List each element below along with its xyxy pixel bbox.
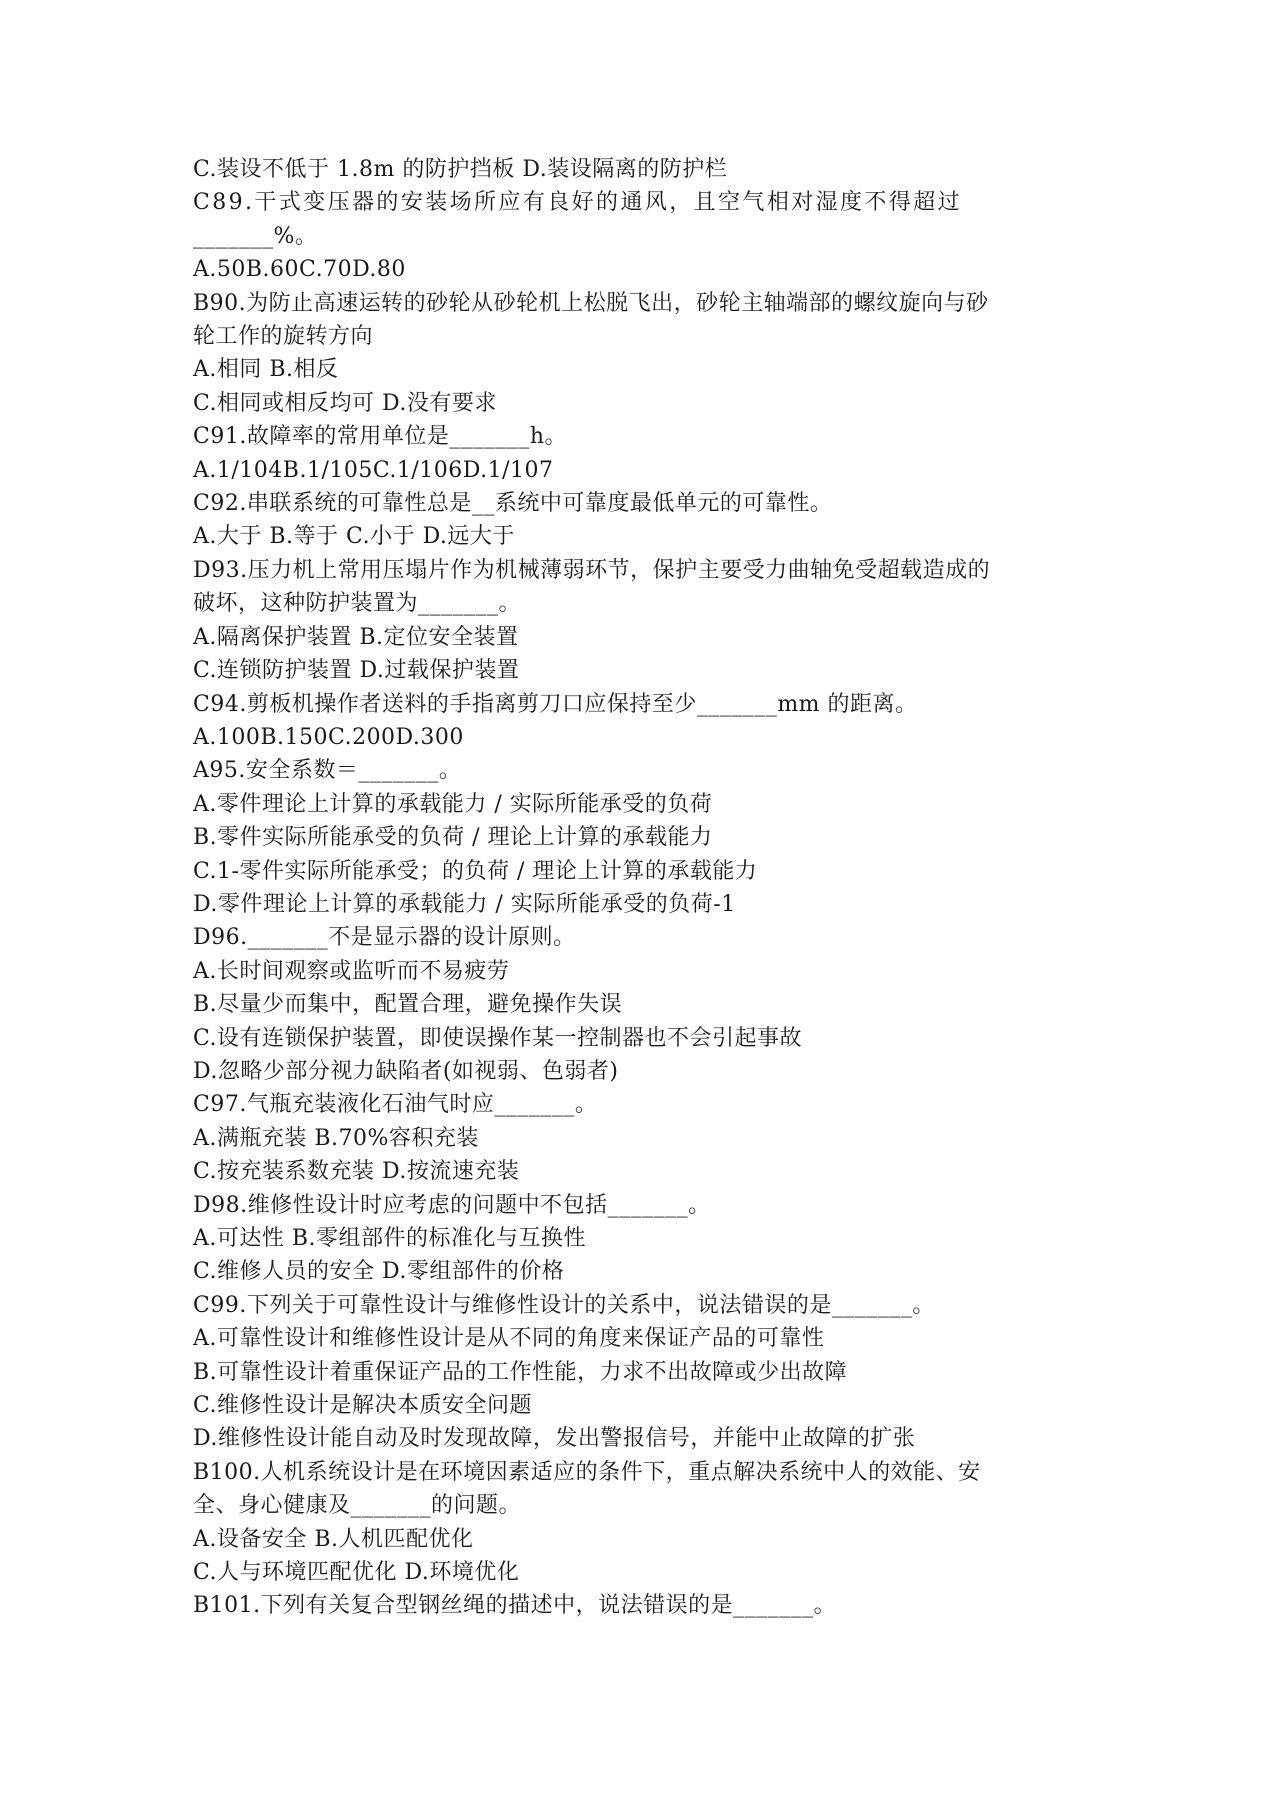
text-line: C92.串联系统的可靠性总是__系统中可靠度最低单元的可靠性。 bbox=[193, 491, 833, 517]
text-line: C.维修性设计是解决本质安全问题 bbox=[193, 1393, 533, 1419]
text-line: A.满瓶充装 B.70%容积充装 bbox=[193, 1125, 479, 1151]
text-line: D98.维修性设计时应考虑的问题中不包括_______。 bbox=[193, 1192, 711, 1218]
text-line: C.按充装系数充装 D.按流速充装 bbox=[193, 1159, 520, 1185]
text-line: C.维修人员的安全 D.零组部件的价格 bbox=[193, 1259, 565, 1285]
text-line: B.尽量少而集中，配置合理，避免操作失误 bbox=[193, 992, 623, 1018]
text-line: 轮工作的旋转方向 bbox=[193, 324, 374, 350]
text-line: D.零件理论上计算的承载能力 / 实际所能承受的负荷-1 bbox=[193, 891, 736, 917]
text-line: B.可靠性设计着重保证产品的工作性能，力求不出故障或少出故障 bbox=[193, 1359, 848, 1385]
text-line: C89.干式变压器的安装场所应有良好的通风，且空气相对湿度不得超过 bbox=[193, 190, 963, 216]
text-line: D93.压力机上常用压塌片作为机械薄弱环节，保护主要受力曲轴免受超载造成的 bbox=[193, 557, 991, 583]
text-line: B90.为防止高速运转的砂轮从砂轮机上松脱飞出，砂轮主轴端部的螺纹旋向与砂 bbox=[193, 290, 989, 316]
text-line: B101.下列有关复合型钢丝绳的描述中，说法错误的是_______。 bbox=[193, 1593, 837, 1619]
text-line: C94.剪板机操作者送料的手指离剪刀口应保持至少_______mm 的距离。 bbox=[193, 691, 918, 717]
text-line: C.人与环境匹配优化 D.环境优化 bbox=[193, 1560, 520, 1586]
text-line: A.50B.60C.70D.80 bbox=[193, 257, 406, 283]
text-line: B.零件实际所能承受的负荷 / 理论上计算的承载能力 bbox=[193, 825, 713, 851]
text-line: A.1/104B.1/105C.1/106D.1/107 bbox=[193, 457, 554, 483]
document-body bbox=[193, 153, 1093, 1623]
text-line: A.零件理论上计算的承载能力 / 实际所能承受的负荷 bbox=[193, 791, 713, 817]
text-line: A.100B.150C.200D.300 bbox=[193, 724, 464, 750]
text-line: C97.气瓶充装液化石油气时应_______。 bbox=[193, 1092, 598, 1118]
text-line: A.可靠性设计和维修性设计是从不同的角度来保证产品的可靠性 bbox=[193, 1326, 825, 1352]
text-line: A.隔离保护装置 B.定位安全装置 bbox=[193, 624, 519, 650]
text-line: A.相同 B.相反 bbox=[193, 357, 339, 383]
text-line: D.忽略少部分视力缺陷者(如视弱、色弱者) bbox=[193, 1058, 619, 1084]
text-line: C.1-零件实际所能承受；的负荷 / 理论上计算的承载能力 bbox=[193, 858, 758, 884]
text-line: A.长时间观察或监听而不易疲劳 bbox=[193, 958, 510, 984]
text-line: C99.下列关于可靠性设计与维修性设计的关系中，说法错误的是_______。 bbox=[193, 1292, 935, 1318]
text-line: B100.人机系统设计是在环境因素适应的条件下，重点解决系统中人的效能、安 bbox=[193, 1459, 981, 1485]
text-line: A.大于 B.等于 C.小于 D.远大于 bbox=[193, 524, 515, 550]
text-line: A.设备安全 B.人机匹配优化 bbox=[193, 1526, 474, 1552]
text-line: _______%。 bbox=[193, 223, 318, 249]
text-line: D96._______不是显示器的设计原则。 bbox=[193, 925, 576, 951]
text-line: 全、身心健康及_______的问题。 bbox=[193, 1493, 522, 1519]
text-line: C.连锁防护装置 D.过载保护装置 bbox=[193, 658, 520, 684]
text-line: A95.安全系数＝_______。 bbox=[193, 758, 462, 784]
text-line: 破坏，这种防护装置为_______。 bbox=[193, 591, 522, 617]
text-line: C.相同或相反均可 D.没有要求 bbox=[193, 390, 497, 416]
text-line: C.装设不低于 1.8m 的防护挡板 D.装设隔离的防护栏 bbox=[193, 157, 728, 182]
text-line: C91.故障率的常用单位是_______h。 bbox=[193, 424, 567, 450]
text-line: A.可达性 B.零组部件的标准化与互换性 bbox=[193, 1226, 587, 1251]
text-line: D.维修性设计能自动及时发现故障，发出警报信号，并能中止故障的扩张 bbox=[193, 1426, 916, 1452]
text-line: C.设有连锁保护装置，即使误操作某一控制器也不会引起事故 bbox=[193, 1025, 803, 1051]
